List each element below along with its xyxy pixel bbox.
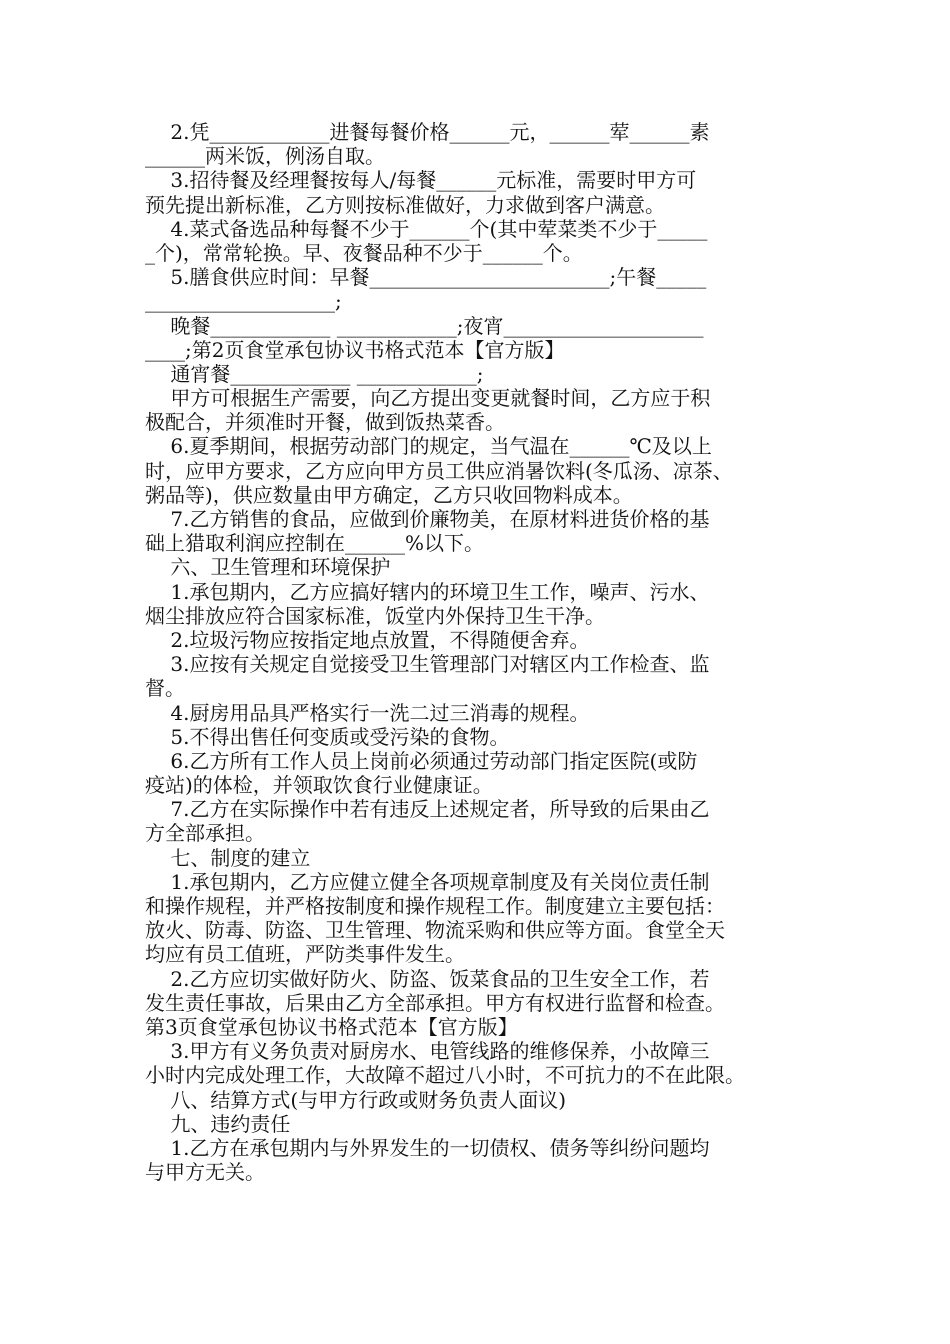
text-line: 2.垃圾污物应按指定地点放置，不得随便舍弃。 — [145, 627, 590, 652]
section-heading: 七、制度的建立 — [145, 845, 311, 870]
text-line: 晚餐____________ ____________;夜宵____________________ — [145, 313, 704, 338]
text-line: 发生责任事故，后果由乙方全部承担。甲方有权进行监督和检查。 — [145, 990, 725, 1015]
text-line: 3.招待餐及经理餐按每人/每餐______元标准，需要时甲方可 — [145, 168, 697, 193]
text-line: 与甲方无关。 — [145, 1160, 265, 1185]
text-line: 和操作规程，并严格按制度和操作规程工作。制度建立主要包括： — [145, 894, 725, 918]
text-line: 烟尘排放应符合国家标准，饭堂内外保持卫生干净。 — [145, 603, 605, 628]
text-line: 粥品等)，供应数量由甲方确定，乙方只收回物料成本。 — [145, 482, 633, 507]
text-line: 3.应按有关规定自觉接受卫生管理部门对辖区内工作检查、监 — [145, 652, 710, 677]
text-line: _个)，常常轮换。早、夜餐品种不少于______个。 — [145, 240, 583, 265]
text-line: 均应有员工值班，严防类事件发生。 — [145, 942, 465, 967]
text-line: 小时内完成处理工作，大故障不超过八小时，不可抗力的不在此限。 — [145, 1063, 745, 1088]
text-line: 放火、防毒、防盗、卫生管理、物流采购和供应等方面。食堂全天 — [145, 918, 725, 943]
text-line: 1.乙方在承包期内与外界发生的一切债权、债务等纠纷问题均 — [145, 1135, 710, 1160]
page-marker: 第3页食堂承包协议书格式范本【官方版】 — [145, 1014, 518, 1039]
text-line: ____;第2页食堂承包协议书格式范本【官方版】 — [145, 337, 565, 362]
text-line: 7.乙方在实际操作中若有违反上述规定者，所导致的后果由乙 — [145, 797, 710, 822]
section-heading: 八、结算方式(与甲方行政或财务负责人面议) — [145, 1087, 567, 1112]
text-line: 础上猎取利润应控制在______%以下。 — [145, 531, 485, 556]
text-line: 时，应甲方要求，乙方应向甲方员工供应消暑饮料(冬瓜汤、凉茶、 — [145, 458, 733, 483]
text-line: 甲方可根据生产需要，向乙方提出变更就餐时间，乙方应于积 — [145, 386, 711, 411]
document-page — [145, 120, 809, 1184]
text-line: 3.甲方有义务负责对厨房水、电管线路的维修保养，小故障三 — [145, 1039, 710, 1064]
text-line: 5.膳食供应时间：早餐________________________;午餐_____ — [145, 265, 707, 290]
text-line: 1.承包期内，乙方应健立健全各项规章制度及有关岗位责任制 — [145, 869, 710, 894]
text-line: 6.乙方所有工作人员上岗前必须通过劳动部门指定医院(或防 — [145, 748, 698, 773]
text-line: 通宵餐____________ ____________; — [145, 361, 484, 386]
text-line: ___________________; — [145, 289, 342, 314]
text-line: 2.凭____________进餐每餐价格______元，______荤______素 — [145, 120, 710, 144]
text-line: 4.菜式备选品种每餐不少于______个(其中荤菜类不少于_____ — [145, 216, 708, 241]
text-line: 预先提出新标准，乙方则按标准做好，力求做到客户满意。 — [145, 192, 665, 217]
text-line: 疫站)的体检，并领取饮食行业健康证。 — [145, 773, 493, 798]
text-line: ______两米饭，例汤自取。 — [145, 144, 385, 169]
section-heading: 九、违约责任 — [145, 1111, 291, 1136]
text-line: 2.乙方应切实做好防火、防盗、饭菜食品的卫生安全工作，若 — [145, 966, 710, 991]
text-line: 督。 — [145, 676, 185, 701]
text-line: 5.不得出售任何变质或受污染的食物。 — [145, 724, 510, 749]
text-line: 7.乙方销售的食品，应做到价廉物美，在原材料进货价格的基 — [145, 507, 710, 531]
text-line: 极配合，并须准时开餐，做到饭热菜香。 — [145, 410, 505, 435]
text-line: 6.夏季期间，根据劳动部门的规定，当气温在______℃及以上 — [145, 434, 712, 459]
text-line: 1.承包期内，乙方应搞好辖内的环境卫生工作，噪声、污水、 — [145, 579, 710, 604]
text-line: 方全部承担。 — [145, 821, 265, 846]
text-line: 4.厨房用品具严格实行一洗二过三消毒的规程。 — [145, 700, 590, 725]
section-heading: 六、卫生管理和环境保护 — [145, 555, 391, 580]
